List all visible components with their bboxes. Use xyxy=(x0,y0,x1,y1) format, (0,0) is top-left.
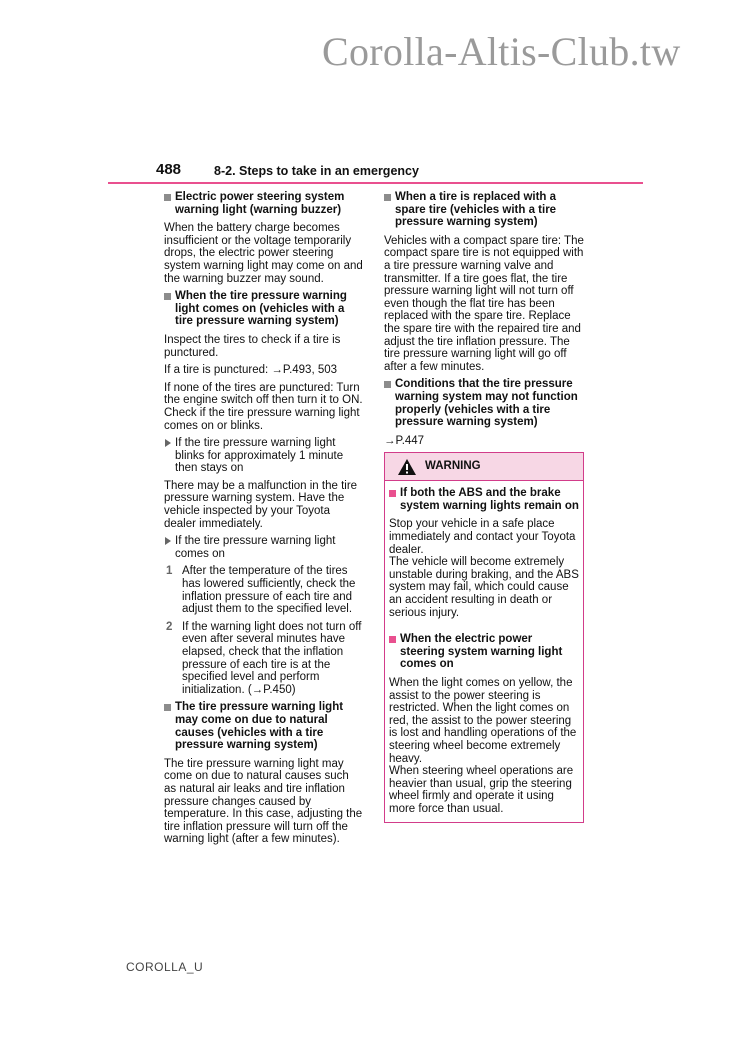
natural-text: The tire pressure warning light may come on due to natural causes such as natural air leaks and tire inflation pressure changes caused by temperature. In this case, adjusting the tire inflation pressure will turn off the warning light (after a few minutes). xyxy=(164,757,363,846)
bullet-text: If the tire pressure warning light comes on xyxy=(175,535,336,560)
list-item xyxy=(164,437,364,475)
right-column xyxy=(384,191,584,823)
section-title: 8-2. Steps to take in an emergency xyxy=(214,164,419,178)
conditions-heading: Conditions that the tire pressure warning system may not function properly (vehicles with a tire pressure warning system) xyxy=(395,378,578,429)
step-item xyxy=(164,565,364,615)
section-heading xyxy=(389,487,579,512)
watermark: Corolla-Altis-Club.tw xyxy=(322,29,681,74)
warning-triangle-icon xyxy=(397,458,417,476)
step-number: 1 xyxy=(166,565,173,578)
section-heading xyxy=(164,290,364,328)
step-text: If the warning light does not turn off even after several minutes have elapsed, check that the inflation pressure of each tire is at the specified level and perform initialization. (→P.450) xyxy=(182,620,362,696)
spare-heading: When a tire is replaced with a spare tire (vehicles with a tire pressure warning system) xyxy=(395,191,557,229)
eps-warning-heading: When the electric power steering system warning light comes on xyxy=(400,633,563,671)
triangle-bullet-icon xyxy=(165,537,171,545)
square-bullet-icon xyxy=(164,704,171,711)
paragraph: Stop your vehicle in a safe place immediately and contact your Toyota dealer. xyxy=(389,518,576,556)
warning-body xyxy=(385,481,583,821)
paragraph: If a tire is punctured: →P.493, 503 xyxy=(164,364,338,377)
section-heading xyxy=(389,633,579,671)
spare-text: Vehicles with a compact spare tire: The compact spare tire is not equipped with a tire pressure warning valve and transmitter. If a tire goes flat, the tire pressure warning light will not turn off even though the flat tire has been replaced with the spare tire. Replace the spare tire with the repaired tire and adjust the tire inflation pressure. The tire pressure warning light will go off after a few minutes. xyxy=(384,234,584,373)
section-heading xyxy=(164,701,364,751)
paragraph: If none of the tires are punctured: Turn the engine switch off then turn it to ON. Check if the tire pressure warning light comes on or blinks. xyxy=(164,381,363,432)
paragraph: The vehicle will become extremely unstable during braking, and the ABS system may fail, which could cause an accident resulting in death or serious injury. xyxy=(389,556,579,619)
paragraph: When steering wheel operations are heavier than usual, grip the steering wheel firmly and operate it using more force than usual. xyxy=(389,765,574,815)
square-bullet-icon xyxy=(384,381,391,388)
tpws-heading: When the tire pressure warning light comes on (vehicles with a tire pressure warning system) xyxy=(175,290,347,328)
eps-text: When the battery charge becomes insufficient or the voltage temporarily drops, the electric power steering system warning light may come on and the warning buzzer may sound. xyxy=(164,222,363,285)
square-bullet-icon xyxy=(389,636,396,643)
step-number: 2 xyxy=(166,620,173,633)
step-item xyxy=(164,621,364,697)
left-column xyxy=(164,191,364,851)
natural-heading: The tire pressure warning light may come on due to natural causes (vehicles with a tire pressure warning system) xyxy=(175,701,344,752)
triangle-bullet-icon xyxy=(165,439,171,447)
list-item xyxy=(164,535,364,560)
page-reference: →P.447 xyxy=(384,434,425,447)
paragraph: There may be a malfunction in the tire pressure warning system. Have the vehicle inspected by your Toyota dealer immediately. xyxy=(164,479,358,530)
square-bullet-icon xyxy=(389,490,396,497)
bullet-text: If the tire pressure warning light blinks for approximately 1 minute then stays on xyxy=(175,437,344,475)
footer-label: COROLLA_U xyxy=(126,960,204,974)
paragraph: Inspect the tires to check if a tire is punctured. xyxy=(164,333,341,359)
warning-title: WARNING xyxy=(425,460,481,473)
section-heading xyxy=(164,191,364,216)
abs-heading: If both the ABS and the brake system warning lights remain on xyxy=(400,487,579,512)
warning-box xyxy=(384,452,584,822)
section-heading xyxy=(384,378,584,428)
paragraph: When the light comes on yellow, the assist to the power steering is restricted. When the light comes on red, the assist to the power steering is lost and handling operations of the steering wheel become extremely heavy. xyxy=(389,677,577,765)
warning-header xyxy=(385,453,583,481)
section-heading xyxy=(384,191,584,229)
square-bullet-icon xyxy=(164,194,171,201)
step-text: After the temperature of the tires has lowered sufficiently, check the inflation pressure of each tire and adjust them to the specified level. xyxy=(182,565,356,616)
square-bullet-icon xyxy=(384,194,391,201)
square-bullet-icon xyxy=(164,293,171,300)
eps-heading: Electric power steering system warning light (warning buzzer) xyxy=(175,191,345,216)
header-rule xyxy=(108,182,643,184)
page-number: 488 xyxy=(156,161,182,178)
